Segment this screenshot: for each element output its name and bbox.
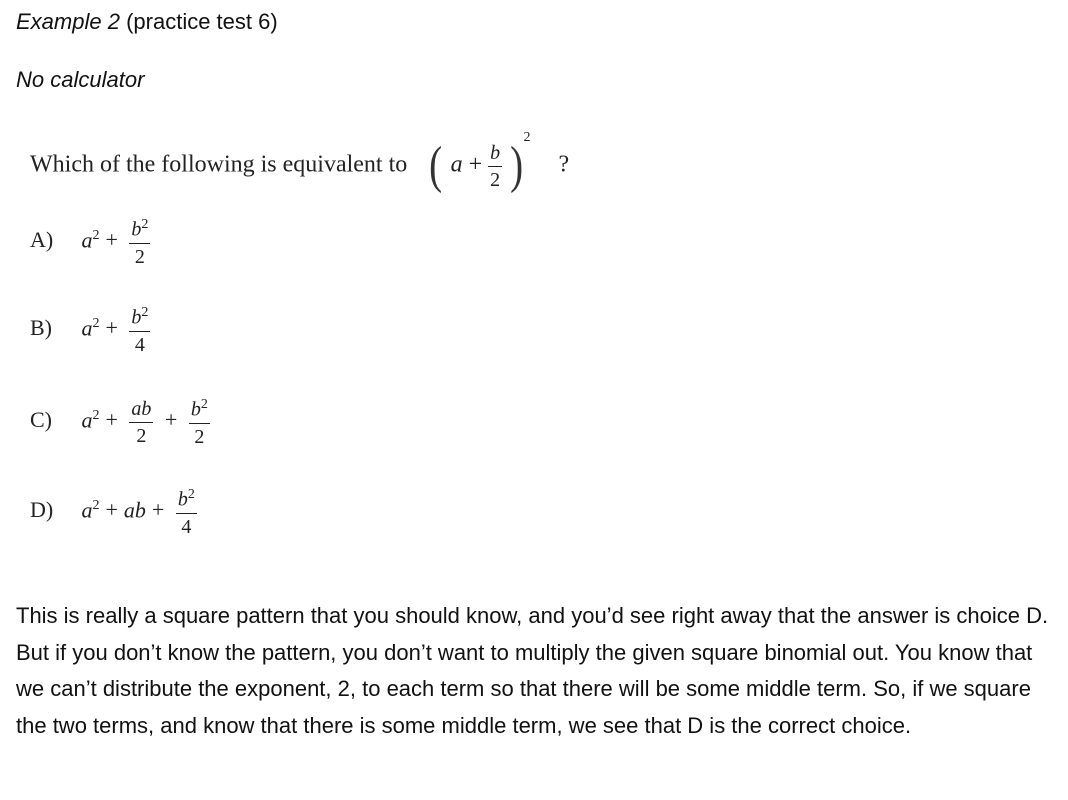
- page-heading: [16, 9, 278, 35]
- example-label: Example 2: [16, 9, 120, 34]
- choice-a[interactable]: A) $a^2$ + $\frac{b^2}{2}$: [30, 217, 149, 268]
- expr-numerator: b: [490, 141, 501, 164]
- left-paren: (: [429, 137, 443, 194]
- choice-a-fraction: $\frac{b^2}{2}$: [131, 217, 149, 268]
- question-stem: [30, 129, 570, 194]
- expr-fraction: [488, 143, 502, 190]
- choice-d-fraction: $\frac{b^2}{4}$: [177, 487, 195, 538]
- expr-denominator: 2: [490, 168, 501, 191]
- choice-d-middle-term: ab: [123, 497, 146, 523]
- choice-d[interactable]: D) $a^2$ + ab + $\frac{b^2}{4}$: [30, 487, 195, 538]
- choice-c-fraction-2: $\frac{b^2}{2}$: [190, 397, 208, 448]
- choice-c-fraction-1: $\frac{ab}{2}$: [131, 397, 152, 447]
- choice-b[interactable]: B) $a^2$ + $\frac{b^2}{4}$: [30, 305, 149, 356]
- choice-b-fraction: $\frac{b^2}{4}$: [131, 305, 149, 356]
- choice-d-label: D): [30, 497, 54, 523]
- choice-c[interactable]: C) $a^2$ + $\frac{ab}{2}$ + $\frac{b^2}{2}$: [30, 397, 208, 448]
- question-text: Which of the following is equivalent to: [30, 151, 408, 178]
- practice-label: (practice test 6): [126, 9, 278, 34]
- expr-exponent: 2: [523, 129, 531, 145]
- explanation-paragraph: This is really a square pattern that you should know, and you’d see right away that the answer is choice D. But if you don’t know the pattern, you don’t want to multiply the given square binomial out. You know that we can’t distribute the exponent, 2, to each term so that there will be some middle term. So, if we square the two terms, and know that there is some middle term, we see that D is the correct choice.: [16, 603, 1049, 738]
- calculator-mode-label: No calculator: [16, 67, 145, 92]
- expr-plus: +: [468, 151, 483, 178]
- question-mark: ?: [558, 151, 570, 178]
- right-paren: ): [510, 137, 524, 194]
- choice-b-label: B): [30, 315, 52, 341]
- choice-c-label: C): [30, 407, 52, 433]
- choice-a-label: A): [30, 227, 54, 253]
- expr-var-a: a: [450, 151, 463, 178]
